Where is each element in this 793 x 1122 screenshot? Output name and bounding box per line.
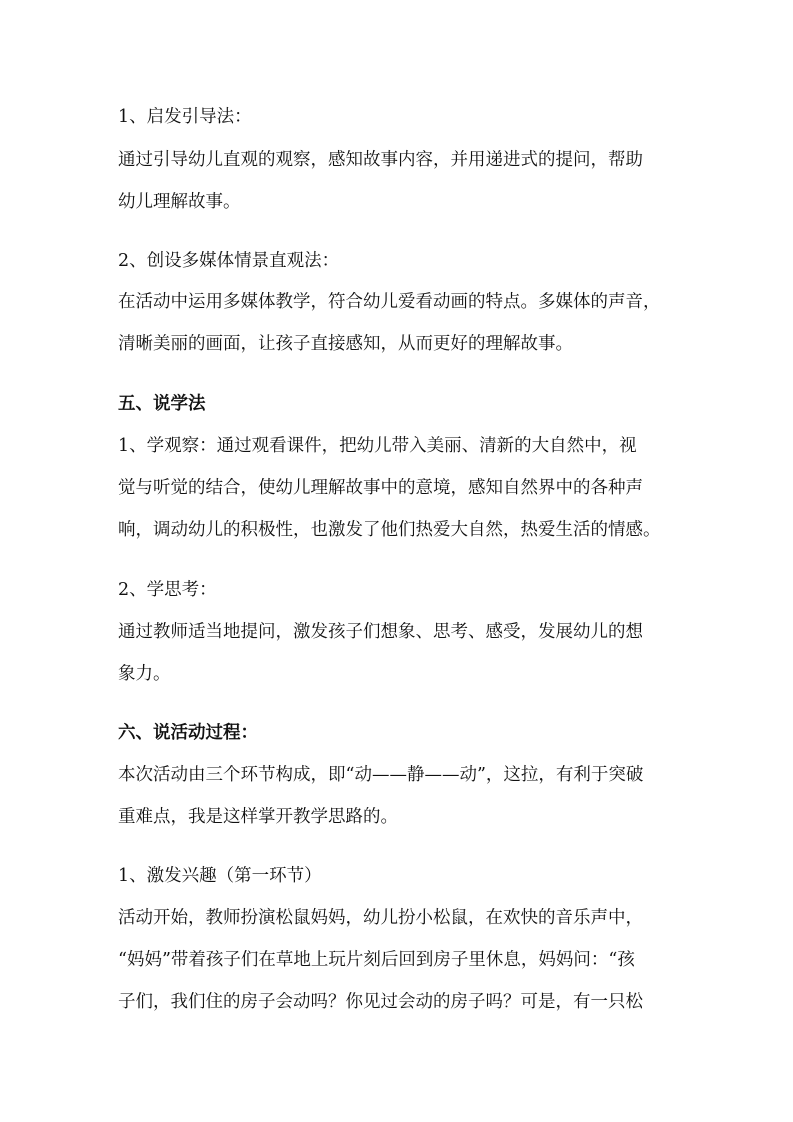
paragraph-line: 幼儿理解故事。 (118, 192, 241, 212)
paragraph-line: 子们，我们住的房子会动吗？你见过会动的房子吗？可是，有一只松 (118, 992, 643, 1012)
section-heading: 1、激发兴趣（第一环节） (118, 866, 322, 886)
paragraph-line: 本次活动由三个环节构成，即“动——静——动”，这拉，有利于突破 (118, 765, 644, 785)
paragraph-line: 重难点，我是这样掌开教学思路的。 (118, 807, 398, 827)
paragraph-line: 通过教师适当地提问，激发孩子们想象、思考、感受，发展幼儿的想 (118, 622, 643, 642)
paragraph-line: 在活动中运用多媒体教学，符合幼儿爱看动画的特点。多媒体的声音， (118, 292, 661, 312)
chapter-heading: 五、说学法 (118, 394, 206, 414)
paragraph-line: 1、学观察：通过观看课件，把幼儿带入美丽、清新的大自然中，视 (118, 436, 637, 456)
paragraph-line: 象力。 (118, 664, 171, 684)
paragraph-line: 响，调动幼儿的积极性，也激发了他们热爱大自然，热爱生活的情感。 (118, 520, 661, 540)
paragraph-line: 通过引导幼儿直观的观察，感知故事内容，并用递进式的提问，帮助 (118, 150, 643, 170)
section-heading: 2、创设多媒体情景直观法： (118, 251, 340, 271)
chapter-heading: 六、说活动过程： (118, 723, 258, 743)
section-heading: 2、学思考： (118, 580, 217, 600)
paragraph-line: “妈妈”带着孩子们在草地上玩片刻后回到房子里休息，妈妈问：“孩 (118, 950, 635, 970)
paragraph-line: 清晰美丽的画面，让孩子直接感知，从而更好的理解故事。 (118, 334, 573, 354)
paragraph-line: 觉与听觉的结合，使幼儿理解故事中的意境，感知自然界中的各种声 (118, 478, 643, 498)
section-heading: 1、启发引导法： (118, 107, 252, 127)
paragraph-line: 活动开始，教师扮演松鼠妈妈，幼儿扮小松鼠，在欢快的音乐声中， (118, 908, 643, 928)
